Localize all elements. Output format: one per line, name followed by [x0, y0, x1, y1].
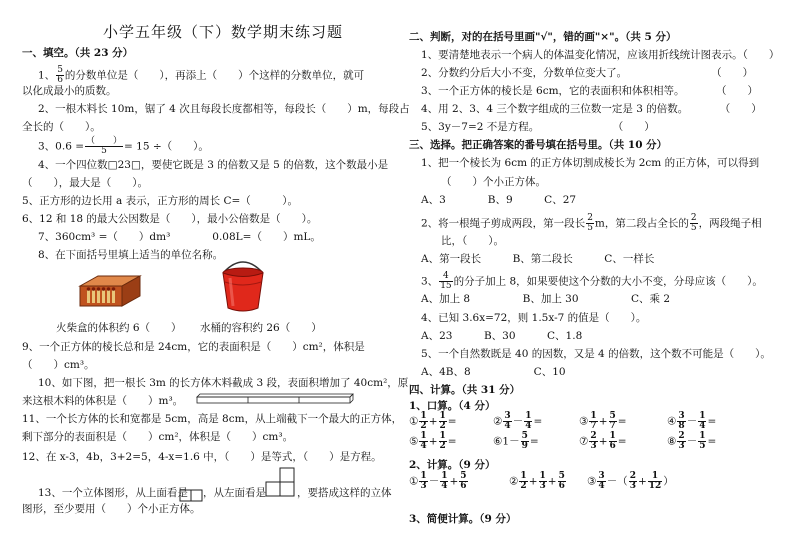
q3-lead: 3、0.6 = — [38, 140, 85, 153]
calc-frac-a — [519, 472, 527, 491]
oral-frac-a-den: 3 — [590, 441, 597, 451]
oral-frac-b-den: 4 — [525, 421, 532, 431]
calc-frac-c-num: 1 — [648, 472, 663, 482]
question-2-cont: 全长的（ ）。 — [22, 121, 101, 133]
oral-equals: = — [707, 435, 717, 448]
oral-frac-a-num: 3 — [504, 411, 511, 421]
oral-frac-b — [439, 432, 447, 451]
q1-number: 1、 — [38, 69, 56, 82]
oral-number: ⑧ — [667, 435, 677, 448]
judge-3: 3、一个正方体的棱长是 6cm，它的表面积和体积相等。 （ ） — [421, 85, 759, 97]
choice-1: 1、把一个棱长为 6cm 的正方体切割成棱长为 2cm 的正方体，可以得到 — [421, 157, 760, 169]
calc-frac-c-den: 6 — [558, 481, 565, 491]
question-11: 11、一个长方体的长和宽都是 5cm，高是 8cm，从上端截下一个最大的正方体， — [22, 413, 403, 425]
calc-tail: ） — [663, 475, 674, 488]
oral-operator: + — [598, 435, 608, 448]
c2-lead: 2、将一根绳子剪成两段，第一段长 — [421, 217, 586, 230]
oral-frac-b-num: 1 — [525, 411, 532, 421]
oral-frac-a-den: 3 — [678, 441, 685, 451]
judge-5: 5、3y－7=2 不是方程。 （ ） — [421, 121, 655, 133]
oral-frac-b-den: 2 — [439, 421, 446, 431]
oral-frac-b-den: 6 — [609, 441, 616, 451]
choice-2-cont: 比，（ ）。 — [441, 235, 504, 247]
c3-tail: 的分子加上 8，如果要使这个分数的大小不变，分母应该（ ）。 — [453, 275, 763, 288]
matchbox-image — [78, 272, 144, 308]
oral-equals: = — [707, 415, 717, 428]
calc-frac-a-den: 3 — [420, 481, 427, 491]
oral-item-2 — [493, 412, 542, 431]
judge-4: 4、用 2、3、4 三个数字组成的三位数一定是 3 的倍数。 （ ） — [421, 103, 762, 115]
question-1-cont: 以化成最小的质数。 — [22, 85, 117, 97]
question-13 — [38, 486, 188, 500]
calc-operator-1: + — [528, 475, 538, 488]
q1-frac-den: 6 — [57, 75, 63, 85]
oral-frac-b — [524, 412, 532, 431]
calc-frac-c-den: 6 — [460, 481, 467, 491]
oral-frac-a-num: 1 — [420, 431, 427, 441]
oral-frac-b-num: 5 — [521, 431, 528, 441]
question-10-cont: 来这根木料的体积是（ ）m³。 — [22, 395, 184, 407]
c2-mid: m，第二段占全长的 — [594, 217, 689, 230]
q3-frac-den: 5 — [101, 146, 107, 156]
calc-number: ② — [509, 475, 519, 488]
oral-frac-b-den: 5 — [699, 441, 706, 451]
oral-item-4 — [667, 412, 716, 431]
oral-number: ② — [493, 415, 503, 428]
q1-text: 的分数单位是（ ），再添上（ ）个这样的分数单位，就可 — [64, 69, 365, 82]
question-13-tail: ，要搭成这样的立体 — [297, 487, 392, 499]
oral-number: ⑤ — [409, 435, 419, 448]
calc-frac-c-den: 12 — [648, 481, 662, 491]
oral-equals: = — [447, 435, 457, 448]
calc-frac-c-num: 5 — [460, 471, 467, 481]
question-12: 12、在 x-3，4b，3+2=5，4-x=1.6 中，（ ）是等式，（ ）是方程。 — [22, 451, 382, 463]
judge-1: 1、要清楚地表示一个病人的体温变化情况，应该用折线统计图表示。（ ） — [421, 49, 780, 61]
c3-lead: 3、 — [421, 275, 439, 288]
oral-frac-a — [503, 412, 511, 431]
oral-number: ⑦ — [579, 435, 589, 448]
calc-item-3 — [587, 472, 674, 491]
calc-frac-a-num: 1 — [520, 471, 527, 481]
calc-operator-2: + — [637, 475, 647, 488]
calc-operator-1: － — [428, 475, 440, 488]
calc-item-1 — [409, 472, 469, 491]
question-11-cont: 剩下部分的表面积是（ ）cm²，体积是（ ）cm³。 — [22, 431, 294, 443]
oral-frac-a — [419, 412, 427, 431]
calc-operator-1: －（ — [606, 475, 628, 488]
c2-fraction-1 — [586, 214, 594, 233]
calc-frac-b-num: 2 — [629, 471, 636, 481]
c2-frac1-num: 2 — [587, 213, 593, 223]
oral-number: ① — [409, 415, 419, 428]
c2-frac1-den: 5 — [587, 223, 593, 233]
oral-equals: = — [617, 415, 627, 428]
calc-frac-b-den: 4 — [441, 481, 448, 491]
oral-frac-a-den: 4 — [420, 441, 427, 451]
calc-frac-c — [459, 472, 467, 491]
page-title: 小学五年级（下）数学期末练习题 — [103, 23, 344, 41]
question-7: 7、360cm³ =（ ）dm³ 0.08L=（ ）mL。 — [38, 231, 321, 243]
question-6: 6、12 和 18 的最大公因数是（ ），最小公倍数是（ ）。 — [22, 213, 318, 225]
question-9-cont: （ ）cm³。 — [22, 359, 95, 371]
c3-frac-num: 4 — [439, 272, 452, 282]
calc-frac-c-num: 5 — [558, 471, 565, 481]
oral-number: ⑥ — [493, 435, 503, 448]
calc-item-2 — [509, 472, 567, 491]
oral-item-7 — [579, 432, 627, 451]
oral-item-5 — [409, 432, 457, 451]
choice-4-options: A、23 B、30 C、1.8 — [421, 330, 583, 342]
calc-frac-a-den: 2 — [520, 481, 527, 491]
choice-5-options: A、4B、8 C、10 — [421, 366, 566, 378]
oral-frac-b — [609, 432, 617, 451]
question-1 — [38, 66, 364, 85]
section-3-heading: 三、选择。把正确答案的番号填在括号里。（共 10 分） — [409, 139, 668, 151]
oral-equals: = — [447, 415, 457, 428]
oral-frac-a-den: 7 — [590, 421, 597, 431]
calc-frac-b-num: 1 — [539, 471, 546, 481]
oral-equals: = — [529, 435, 539, 448]
calc-frac-a-num: 1 — [420, 471, 427, 481]
oral-frac-a-den: 2 — [420, 421, 427, 431]
oral-item-1 — [409, 412, 457, 431]
oral-frac-a-num: 1 — [420, 411, 427, 421]
oral-frac-b — [439, 412, 447, 431]
choice-4: 4、已知 3.6x=72，则 1.5x-7 的值是（ ）。 — [421, 312, 647, 324]
oral-calc-heading: 1、口算。（4 分） — [409, 400, 496, 412]
q1-fraction — [56, 66, 64, 85]
choice-2 — [421, 214, 762, 233]
calc-operator-2: + — [449, 475, 459, 488]
calc-frac-b-den: 3 — [629, 481, 636, 491]
oral-frac-a-num: 1 — [590, 411, 597, 421]
section-4-heading: 四、计算。（共 31 分） — [409, 384, 521, 396]
oral-operator: + — [428, 415, 438, 428]
calc-operator-2: + — [547, 475, 557, 488]
bucket-image — [218, 258, 268, 314]
c2-frac2-den: 5 — [690, 223, 697, 233]
calc-number: ③ — [587, 475, 597, 488]
question-9: 9、一个正方体的棱长总和是 24cm，它的表面积是（ ）cm²，体积是 — [22, 341, 365, 353]
calc-frac-a-den: 4 — [598, 481, 605, 491]
choice-3-options: A、加上 8 B、加上 30 C、乘 2 — [421, 293, 671, 305]
c2-frac2-num: 2 — [690, 213, 697, 223]
question-2: 2、一根木料长 10m，锯了 4 次且每段长度都相等，每段长（ ）m，每段占 — [38, 103, 410, 115]
bucket-caption: 水桶的容积约 26（ ） — [200, 322, 322, 334]
oral-frac-b — [698, 432, 706, 451]
question-3 — [38, 137, 209, 156]
section-1-heading: 一、填空。（共 23 分） — [22, 47, 134, 59]
oral-frac-b-num: 1 — [439, 431, 446, 441]
calc-frac-b — [629, 472, 637, 491]
c3-fraction — [439, 272, 452, 291]
simplify-heading: 3、简便计算。（9 分） — [409, 513, 517, 525]
oral-number: ③ — [579, 415, 589, 428]
q1-frac-num: 5 — [57, 65, 63, 75]
oral-operator: － — [686, 435, 698, 448]
oral-operator: + — [598, 415, 608, 428]
oral-frac-b-den: 9 — [521, 441, 528, 451]
q3-fraction — [85, 137, 123, 156]
oral-frac-b-num: 1 — [699, 411, 706, 421]
calc-frac-b-num: 1 — [441, 471, 448, 481]
choice-1-options: A、3 B、9 C、27 — [421, 194, 577, 206]
calc-frac-c — [558, 472, 566, 491]
calc-frac-b — [539, 472, 547, 491]
question-5: 5、正方形的边长用 a 表示，正方形的周长 C=（ ）。 — [22, 195, 299, 207]
c2-tail: ，两段绳子相 — [698, 217, 762, 230]
choice-1-cont: （ ）个小正方体。 — [441, 176, 546, 188]
oral-frac-b — [609, 412, 617, 431]
oral-item-8 — [667, 432, 716, 451]
oral-frac-a-den: 4 — [504, 421, 511, 431]
calc-frac-a — [597, 472, 605, 491]
calc-frac-c — [648, 472, 663, 491]
calc-frac-b — [440, 472, 448, 491]
question-8: 8、在下面括号里填上适当的单位名称。 — [38, 249, 224, 261]
oral-frac-a-den: 8 — [678, 421, 685, 431]
question-4: 4、一个四位数□23□，要使它既是 3 的倍数又是 5 的倍数，这个数最小是 — [38, 159, 389, 171]
choice-5: 5、一个自然数既是 40 的因数，又是 4 的倍数，这个数不可能是（ ）。 — [421, 348, 771, 360]
oral-equals: = — [533, 415, 543, 428]
oral-operator: － — [686, 415, 698, 428]
oral-frac-a-num: 2 — [590, 431, 597, 441]
oral-operator: + — [428, 435, 438, 448]
oral-item-6 — [493, 432, 539, 451]
oral-operator: － — [512, 415, 524, 428]
calc-frac-b-den: 3 — [539, 481, 546, 491]
oral-frac-a-num: 2 — [678, 431, 685, 441]
oral-frac-b-den: 2 — [439, 441, 446, 451]
left-view-shape — [265, 467, 297, 501]
oral-frac-a — [419, 432, 427, 451]
question-4-cont: （ ），最大是（ ）。 — [22, 177, 148, 189]
oral-frac-a — [589, 412, 597, 431]
q3-tail: = 15 ÷（ ）。 — [124, 140, 209, 153]
choice-3 — [421, 272, 763, 291]
judge-2: 2、分数约分后大小不变，分数单位变大了。 （ ） — [421, 67, 754, 79]
oral-frac-a — [677, 412, 685, 431]
oral-prefix: 1－ — [502, 435, 520, 448]
oral-frac-b — [521, 432, 529, 451]
matchbox-caption: 火柴盒的体积约 6（ ） — [56, 322, 182, 334]
q13-lead: 13、一个立体图形，从上面看是 — [38, 487, 188, 499]
choice-2-options: A、第一段长 B、第二段长 C、一样长 — [421, 253, 655, 265]
question-13-cont: 图形，至少要用（ ）个小正方体。 — [22, 503, 201, 515]
oral-frac-b-den: 4 — [699, 421, 706, 431]
oral-frac-b-num: 1 — [439, 411, 446, 421]
oral-frac-b-num: 1 — [609, 431, 616, 441]
oral-equals: = — [617, 435, 627, 448]
oral-frac-a — [677, 432, 685, 451]
question-13-mid: ，从左面看是 — [203, 487, 266, 499]
oral-frac-b-num: 5 — [609, 411, 616, 421]
c2-fraction-2 — [690, 214, 698, 233]
c3-frac-den: 15 — [440, 281, 452, 291]
oral-frac-b — [698, 412, 706, 431]
oral-frac-b-num: 1 — [699, 431, 706, 441]
oral-frac-a — [589, 432, 597, 451]
wood-beam-diagram — [196, 393, 354, 405]
oral-item-3 — [579, 412, 627, 431]
calc-heading: 2、计算。（9 分） — [409, 459, 496, 471]
calc-number: ① — [409, 475, 419, 488]
calc-frac-a-num: 3 — [598, 471, 605, 481]
oral-number: ④ — [667, 415, 677, 428]
section-2-heading: 二、判断，对的在括号里画"√"，错的画"×"。（共 5 分） — [409, 31, 677, 43]
top-view-shape — [179, 478, 205, 502]
calc-frac-a — [419, 472, 427, 491]
q3-frac-num: （ ） — [86, 136, 123, 146]
question-10: 10、如下图，把一根长 3m 的长方体木料截成 3 段，表面积增加了 40cm²，原 — [38, 377, 409, 389]
oral-frac-b-den: 7 — [609, 421, 616, 431]
oral-frac-a-num: 3 — [678, 411, 685, 421]
